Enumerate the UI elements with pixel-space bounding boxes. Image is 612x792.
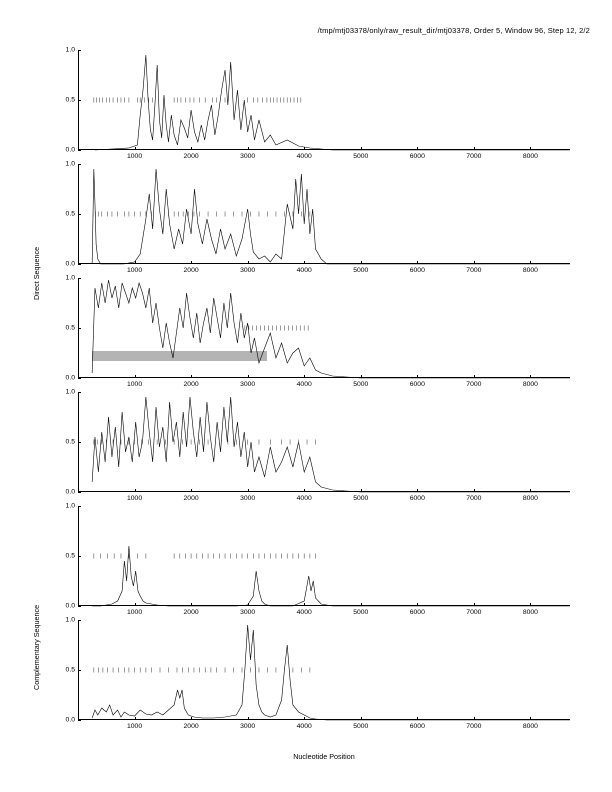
x-tick-label: 5000: [353, 267, 369, 274]
x-tick-label: 2000: [183, 495, 199, 502]
y-tick-label: 1.0: [65, 274, 75, 282]
x-tick-label: 1000: [126, 723, 143, 730]
x-tick-label: 8000: [522, 609, 538, 616]
x-tick-label: 7000: [466, 381, 482, 388]
x-tick-label: 1000: [126, 609, 143, 616]
y-tick: [78, 150, 81, 151]
y-tick-label: 0.5: [65, 96, 75, 104]
y-tick-label: 0.0: [65, 488, 75, 496]
x-tick-label: 4000: [296, 723, 312, 730]
figure-title: /tmp/mtj03378/only/raw_result_dir/mtj03378, Order 5, Window 96, Step 12, 2/2: [317, 26, 590, 35]
chart-panel-3: [65, 274, 570, 388]
x-tick-label: 3000: [240, 267, 256, 274]
signal-trace: [78, 164, 570, 264]
y-tick-label: 0.0: [65, 374, 75, 382]
x-tick-label: 4000: [296, 495, 312, 502]
x-tick-label: 2000: [183, 723, 199, 730]
y-tick-label: 1.0: [65, 616, 75, 624]
chart-panel-2: [65, 160, 570, 274]
x-tick-label: 1000: [126, 267, 143, 274]
signal-trace: [78, 278, 570, 378]
chart-panel-4: [65, 388, 570, 502]
x-axis-label: Nucleotide Position: [293, 752, 355, 761]
y-tick-label: 0.0: [65, 260, 75, 268]
y-tick-label: 1.0: [65, 160, 75, 168]
x-tick-label: 2000: [183, 609, 199, 616]
y-tick-label: 0.5: [65, 438, 75, 446]
y-tick-label: 1.0: [65, 46, 75, 54]
x-tick-label: 7000: [466, 609, 482, 616]
x-tick-label: 2000: [183, 153, 199, 160]
x-tick-label: 3000: [240, 381, 256, 388]
x-tick-label: 7000: [466, 495, 482, 502]
x-tick-label: 6000: [409, 723, 425, 730]
x-tick-label: 1000: [126, 381, 143, 388]
x-tick-label: 5000: [353, 609, 369, 616]
x-tick-label: 3000: [240, 495, 256, 502]
y-tick-label: 0.5: [65, 666, 75, 674]
chart-panel-1: [65, 46, 570, 160]
y-tick: [78, 378, 81, 379]
signal-trace: [78, 50, 570, 150]
y-tick-label: 0.0: [65, 146, 75, 154]
x-tick-label: 1000: [126, 495, 143, 502]
x-tick-label: 6000: [409, 495, 425, 502]
y-tick: [78, 606, 81, 607]
y-tick: [78, 492, 81, 493]
x-tick-label: 1000: [126, 153, 143, 160]
x-tick-label: 3000: [240, 153, 256, 160]
y-tick-label: 1.0: [65, 388, 75, 396]
signal-trace: [78, 506, 570, 606]
signal-trace: [78, 392, 570, 492]
chart-panel-5: [65, 502, 570, 616]
y-tick: [78, 720, 81, 721]
y-tick-label: 0.0: [65, 716, 75, 724]
x-tick-label: 6000: [409, 381, 425, 388]
chart-panel-6: [65, 616, 570, 730]
x-tick-label: 7000: [466, 153, 482, 160]
x-tick-label: 6000: [409, 153, 425, 160]
x-tick-label: 6000: [409, 609, 425, 616]
y-axis-label-direct: Direct Sequence: [32, 246, 41, 300]
x-tick-label: 3000: [240, 609, 256, 616]
x-tick-label: 5000: [353, 495, 369, 502]
x-tick-label: 8000: [522, 381, 538, 388]
x-tick-label: 5000: [353, 723, 369, 730]
x-tick-label: 8000: [522, 267, 538, 274]
x-tick-label: 8000: [522, 495, 538, 502]
x-tick-label: 7000: [466, 267, 482, 274]
x-tick-label: 7000: [466, 723, 482, 730]
y-tick: [78, 264, 81, 265]
y-axis-label-complementary: Complementary Sequence: [32, 604, 41, 690]
x-tick-label: 4000: [296, 381, 312, 388]
x-tick-label: 4000: [296, 267, 312, 274]
x-tick-label: 2000: [183, 267, 199, 274]
y-tick-label: 0.0: [65, 602, 75, 610]
y-tick-label: 0.5: [65, 324, 75, 332]
x-tick-label: 5000: [353, 381, 369, 388]
x-tick-label: 2000: [183, 381, 199, 388]
x-tick-label: 8000: [522, 723, 538, 730]
y-tick-label: 0.5: [65, 210, 75, 218]
x-tick-label: 8000: [522, 153, 538, 160]
x-tick-label: 4000: [296, 153, 312, 160]
x-tick-label: 6000: [409, 267, 425, 274]
signal-trace: [78, 620, 570, 720]
y-tick-label: 1.0: [65, 502, 75, 510]
x-tick-label: 3000: [240, 723, 256, 730]
x-tick-label: 5000: [353, 153, 369, 160]
x-tick-label: 4000: [296, 609, 312, 616]
y-tick-label: 0.5: [65, 552, 75, 560]
